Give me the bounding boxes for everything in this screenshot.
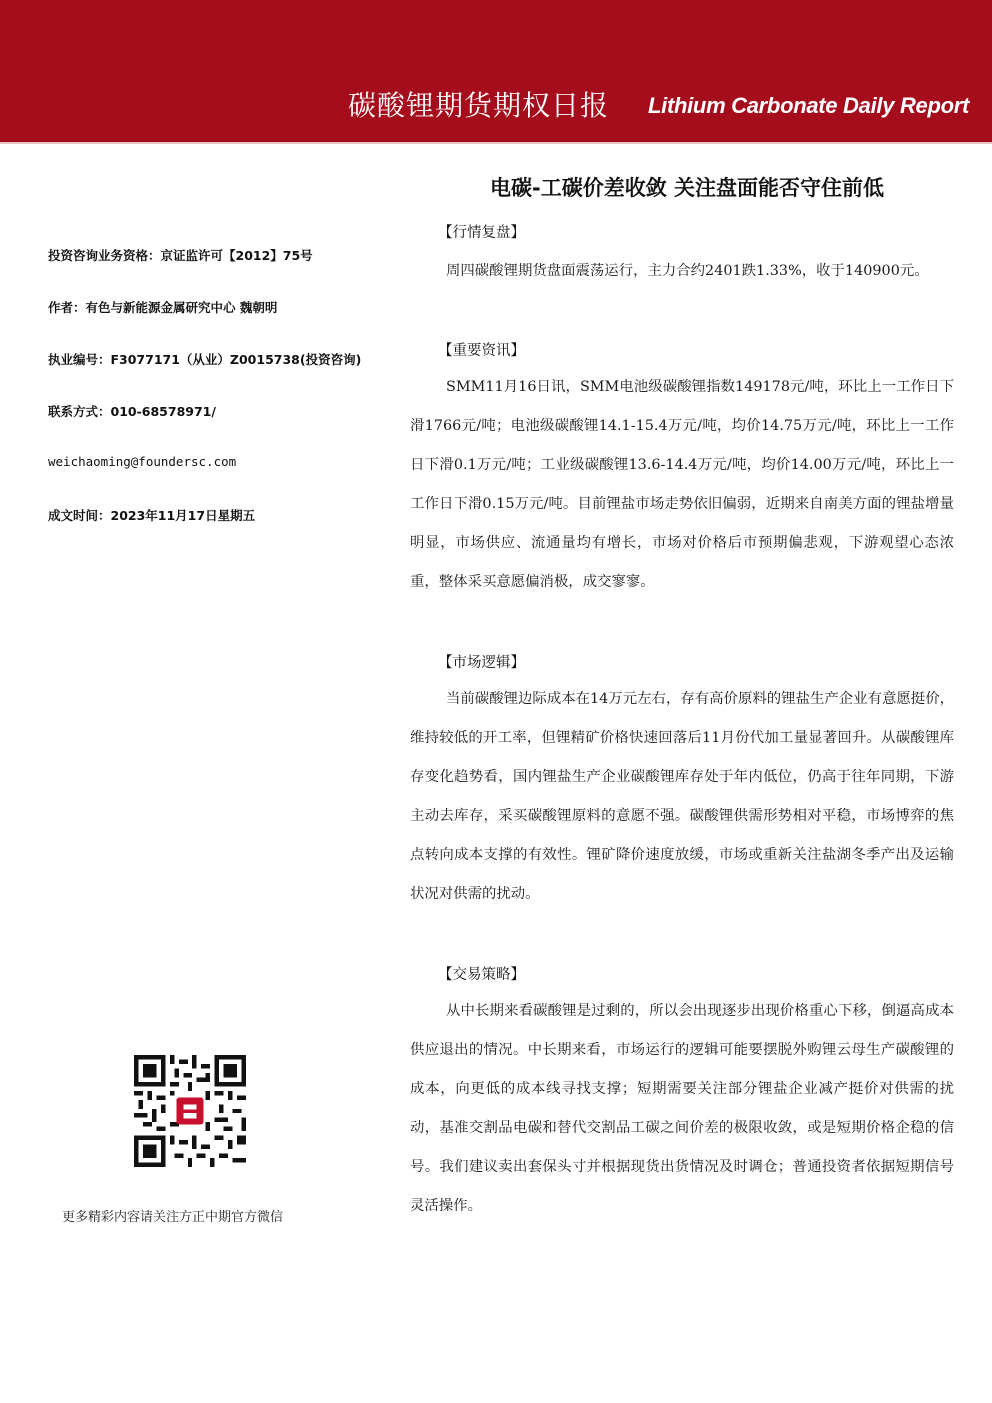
section-text-news: SMM11月16日讯，SMM电池级碳酸锂指数149178元/吨，环比上一工作日下滑1766元/吨；电池级碳酸锂14.1-15.4万元/吨，均价14.75万元/吨，环比上一工作日下滑0.1万元/吨；工业级碳酸锂13.6-14.4万元/吨，均价14.00万元/吨，环比上一工作日下滑0.15万元/吨。目前锂盐市场走势依旧偏弱，近期来自南美方面的锂盐增量明显，市场供应、流通量均有增长，市场对价格后市预期偏悲观，下游观望心态浓重，整体采买意愿偏消极，成交寥寥。	[410, 379, 954, 590]
section-text-market-logic: 当前碳酸锂边际成本在14万元左右，存有高价原料的锂盐生产企业有意愿挺价，维持较低的开工率，但锂精矿价格快速回落后11月份代加工量显著回升。从碳酸锂库存变化趋势看，国内锂盐生产企业碳酸锂库存处于年内低位，仍高于往年同期，下游主动去库存，采买碳酸锂原料的意愿不强。碳酸锂供需形势相对平稳，市场博弈的焦点转向成本支撑的有效性。锂矿降价速度放缓，市场或重新关注盐湖冬季产出及运输状况对供需的扰动。	[410, 691, 954, 902]
report-title: 碳酸锂期货期权日报	[348, 89, 610, 122]
brand-logo-icon	[177, 1098, 204, 1125]
email-link[interactable]: weichaoming@foundersc.com	[48, 454, 237, 469]
section-text-market-review: 周四碳酸锂期货盘面震荡运行，主力合约2401跌1.33%，收于140900元。	[446, 263, 929, 279]
section-title-market-logic: 【市场逻辑】	[438, 655, 525, 671]
qr-caption: 更多精彩内容请关注方正中期官方微信	[62, 1210, 284, 1225]
report-headline: 电碳-工碳价差收敛 关注盘面能否守住前低	[490, 176, 885, 200]
license-info: 执业编号：F3077171（从业）Z0015738(投资咨询)	[48, 352, 362, 367]
header-banner	[0, 0, 992, 142]
publish-date: 成文时间：2023年11月17日星期五	[48, 508, 256, 523]
qualification-info: 投资咨询业务资格：京证监许可【2012】75号	[48, 248, 313, 263]
section-text-strategy: 从中长期来看碳酸锂是过剩的，所以会出现逐步出现价格重心下移，倒逼高成本供应退出的情况。中长期来看，市场运行的逻辑可能要摆脱外购锂云母生产碳酸锂的成本，向更低的成本线寻找支撑；短期需要关注部分锂盐企业减产挺价对供需的扰动，基准交割品电碳和替代交割品工碳之间价差的极限收敛，或是短期价格企稳的信号。我们建议卖出套保头寸并根据现货出货情况及时调仓；普通投资者依据短期信号灵活操作。	[410, 1003, 954, 1214]
section-title-strategy: 【交易策略】	[438, 967, 525, 983]
wechat-qr-code[interactable]	[134, 1055, 246, 1167]
report-title-english: Lithium Carbonate Daily Report	[648, 93, 970, 118]
header-divider	[0, 142, 992, 144]
section-title-news: 【重要资讯】	[438, 343, 525, 359]
author-info: 作者：有色与新能源金属研究中心 魏朝明	[48, 300, 278, 315]
contact-info: 联系方式：010-68578971/	[48, 404, 216, 419]
section-title-market-review: 【行情复盘】	[438, 225, 525, 241]
